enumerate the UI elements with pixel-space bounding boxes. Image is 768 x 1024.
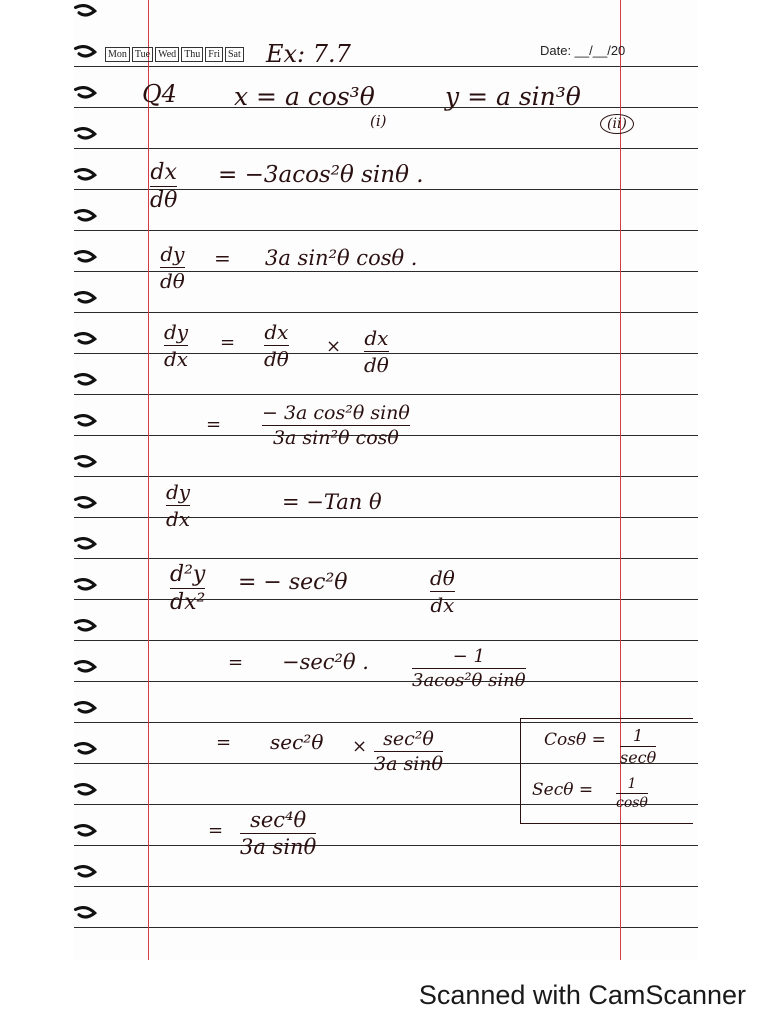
spiral-ring (72, 742, 100, 756)
spiral-ring (72, 865, 100, 879)
fraction-bar (166, 505, 190, 506)
given-y: y = a sin³θ (445, 82, 581, 111)
spiral-ring (72, 209, 100, 223)
sec-over-sin-fraction (374, 728, 443, 775)
spiral-ring (72, 824, 100, 838)
spiral-ring (72, 45, 100, 59)
dy-dtheta-result: 3a sin²θ cosθ . (265, 246, 418, 270)
fraction-bar (262, 425, 410, 426)
spiral-ring (72, 783, 100, 797)
spiral-ring (72, 414, 100, 428)
spiral-ring (72, 250, 100, 264)
fraction-bar (170, 588, 205, 589)
day-thu: Thu (181, 47, 203, 62)
ruled-line (74, 599, 698, 600)
ruled-line (74, 476, 698, 477)
ruled-line (74, 148, 698, 149)
ruled-line (74, 927, 698, 928)
substitution-step: −sec²θ . (282, 650, 369, 674)
second-derivative-fraction (170, 562, 205, 615)
numerator: dx (264, 320, 289, 344)
dx-dtheta-fraction-b (364, 326, 389, 377)
ruled-line (74, 66, 698, 67)
denominator: cosθ (616, 795, 648, 811)
fraction-bar (264, 345, 289, 346)
denominator: dθ (160, 269, 185, 293)
day-wed: Wed (155, 47, 179, 62)
given-x-ref: (i) (370, 112, 387, 130)
second-derivative-step: = − sec²θ (238, 570, 348, 595)
dy-dx-result: = −Tan θ (282, 490, 382, 514)
fraction-bar (374, 751, 443, 752)
sec-identity-lhs: Secθ = (532, 780, 594, 800)
dx-dtheta-fraction (150, 160, 177, 213)
weekday-strip (105, 47, 244, 62)
spiral-ring (72, 4, 100, 18)
ruled-line (74, 681, 698, 682)
spiral-ring (72, 619, 100, 633)
denominator: dθ (364, 353, 389, 377)
numerator: 1 (633, 726, 644, 745)
ruled-line (74, 558, 698, 559)
equals-sign: = (208, 820, 224, 841)
spiral-ring (72, 86, 100, 100)
denominator: 3a sinθ (374, 753, 443, 775)
spiral-ring (72, 291, 100, 305)
cos-identity-fraction (620, 726, 656, 767)
denominator: dx (166, 507, 191, 531)
times-sign: × (352, 736, 368, 757)
dy-dtheta-fraction (160, 242, 185, 293)
fraction-bar (616, 793, 648, 794)
denominator: dx² (170, 590, 206, 615)
spiral-ring (72, 168, 100, 182)
fraction-bar (620, 746, 656, 747)
numerator: sec⁴θ (250, 808, 307, 832)
day-mon: Mon (105, 47, 130, 62)
spiral-ring (72, 537, 100, 551)
given-x: x = a cos³θ (234, 82, 375, 111)
ruled-line (74, 230, 698, 231)
dx-dtheta-result: = −3acos²θ sinθ . (218, 162, 424, 188)
denominator: dx (164, 347, 189, 371)
numerator: 1 (627, 776, 637, 792)
ruled-line (74, 640, 698, 641)
fraction-bar (150, 186, 177, 187)
fraction-bar (412, 668, 526, 669)
ruled-line (74, 886, 698, 887)
question-number: Q4 (142, 80, 177, 108)
fraction-bar (160, 267, 185, 268)
numerator: dy (166, 480, 191, 504)
reciprocal-fraction (412, 646, 526, 691)
date-label: Date: __/__/20 (540, 43, 626, 58)
day-fri: Fri (205, 47, 223, 62)
equals-sign: = (216, 732, 232, 753)
ruled-line (74, 312, 698, 313)
denominator: secθ (620, 748, 657, 767)
spiral-ring (72, 701, 100, 715)
dy-dx-fraction-result (166, 480, 190, 531)
denominator: 3a sinθ (240, 835, 317, 859)
numerator: d²y (170, 562, 206, 587)
spiral-ring (72, 455, 100, 469)
equals-sign: = (220, 332, 236, 353)
cos-identity-lhs: Cosθ = (544, 730, 606, 750)
numerator: dy (164, 320, 189, 344)
sec-squared-term: sec²θ (270, 730, 324, 754)
numerator: dy (160, 242, 185, 266)
fraction-bar (240, 833, 316, 834)
equals-sign: = (206, 414, 222, 435)
spiral-ring (72, 332, 100, 346)
camscanner-watermark: Scanned with CamScanner (418, 980, 746, 1010)
equals-sign: = (228, 652, 244, 673)
denominator: 3acos²θ sinθ (412, 670, 526, 691)
denominator: dx (430, 593, 455, 617)
fraction-bar (430, 591, 455, 592)
final-answer-fraction (240, 808, 316, 859)
spiral-ring (72, 496, 100, 510)
ruled-line (74, 845, 698, 846)
margin-line (148, 0, 149, 960)
spiral-ring (72, 906, 100, 920)
fraction-bar (164, 345, 188, 346)
exercise-title: Ex: 7.7 (266, 40, 351, 68)
given-y-ref: (ii) (600, 114, 634, 134)
denominator: dθ (150, 188, 178, 213)
day-tue: Tue (132, 47, 153, 62)
fraction-bar (364, 351, 389, 352)
spiral-ring (72, 578, 100, 592)
ruled-line (74, 394, 698, 395)
dx-dtheta-fraction-a (264, 320, 289, 371)
dy-dx-fraction (164, 320, 188, 371)
times-sign: × (326, 336, 342, 357)
denominator: dθ (264, 347, 289, 371)
numerator: dx (150, 160, 177, 185)
spiral-ring (72, 660, 100, 674)
dtheta-dx-fraction (430, 566, 455, 617)
day-sat: Sat (225, 47, 244, 62)
denominator: 3a sin²θ cosθ (272, 427, 399, 449)
numerator: − 3a cos²θ sinθ (262, 402, 410, 424)
numerator: − 1 (452, 646, 485, 667)
numerator: sec²θ (383, 728, 434, 750)
spiral-ring (72, 373, 100, 387)
spiral-ring (72, 127, 100, 141)
numerator: dθ (430, 566, 455, 590)
ratio-fraction (262, 402, 410, 449)
sec-identity-fraction (616, 776, 648, 811)
numerator: dx (364, 326, 389, 350)
